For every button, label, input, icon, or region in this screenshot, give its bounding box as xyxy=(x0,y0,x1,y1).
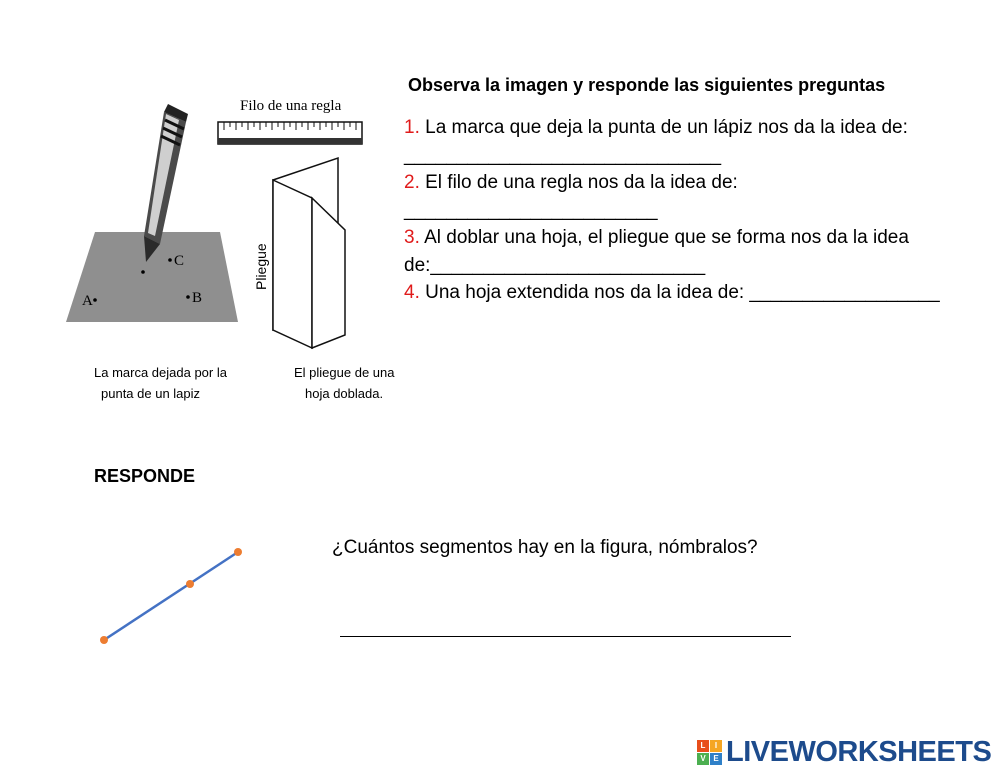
caption-pencil-mark xyxy=(94,362,227,404)
ruler-icon xyxy=(218,122,362,144)
caption-line: punta de un lapiz xyxy=(101,386,201,401)
folded-paper-icon xyxy=(273,158,345,348)
logo-block: E xyxy=(710,753,722,765)
geometry-illustration xyxy=(60,90,390,360)
fold-label: Pliegue xyxy=(253,243,269,290)
answer-line[interactable] xyxy=(340,636,791,637)
point-b-label: B xyxy=(192,290,203,306)
question-item xyxy=(404,169,964,224)
question-number: 4. xyxy=(404,282,420,303)
logo-block: I xyxy=(710,740,722,752)
question-number: 2. xyxy=(404,172,420,193)
logo-text: LIVEWORKSHEETS xyxy=(726,736,992,768)
logo-block: L xyxy=(697,740,709,752)
caption-line: El pliegue de una xyxy=(294,365,395,380)
point-c-dot xyxy=(168,258,172,262)
caption-fold xyxy=(294,362,394,404)
segment-point xyxy=(186,580,194,588)
question-item xyxy=(404,279,964,307)
question-item xyxy=(404,114,964,169)
question-number: 3. xyxy=(404,227,420,248)
question-item xyxy=(404,224,964,279)
point-b-dot xyxy=(186,295,190,299)
logo-blocks-icon xyxy=(697,740,722,765)
caption-line: hoja doblada. xyxy=(305,386,384,401)
question-text[interactable]: El filo de una regla nos da la idea de: ________________________ xyxy=(404,172,738,221)
point-c-label: C xyxy=(174,253,185,269)
question-text[interactable]: La marca que deja la punta de un lápiz nos da la idea de: ______________________________ xyxy=(404,117,908,166)
question-number: 1. xyxy=(404,117,420,138)
point-a-dot xyxy=(93,298,97,302)
ruler-label: Filo de una regla xyxy=(240,98,342,114)
segment-question: ¿Cuántos segmentos hay en la figura, nómbralos? xyxy=(332,537,758,558)
question-text[interactable]: Al doblar una hoja, el pliegue que se forma nos da la idea de:__________________________ xyxy=(404,227,909,276)
segment-point xyxy=(234,548,242,556)
segment-figure xyxy=(90,540,250,650)
logo-block: V xyxy=(697,753,709,765)
instructions-heading: Observa la imagen y responde las siguientes preguntas xyxy=(408,75,886,95)
pencil-point-dot xyxy=(141,270,145,274)
segment-line xyxy=(104,552,238,640)
question-list xyxy=(404,114,964,307)
point-a-label: A xyxy=(82,293,93,309)
caption-line: La marca dejada por la xyxy=(94,365,227,380)
responde-heading: RESPONDE xyxy=(94,466,196,486)
segment-point xyxy=(100,636,108,644)
question-text[interactable]: Una hoja extendida nos da la idea de: __________________ xyxy=(419,282,940,303)
liveworksheets-logo xyxy=(697,736,991,769)
